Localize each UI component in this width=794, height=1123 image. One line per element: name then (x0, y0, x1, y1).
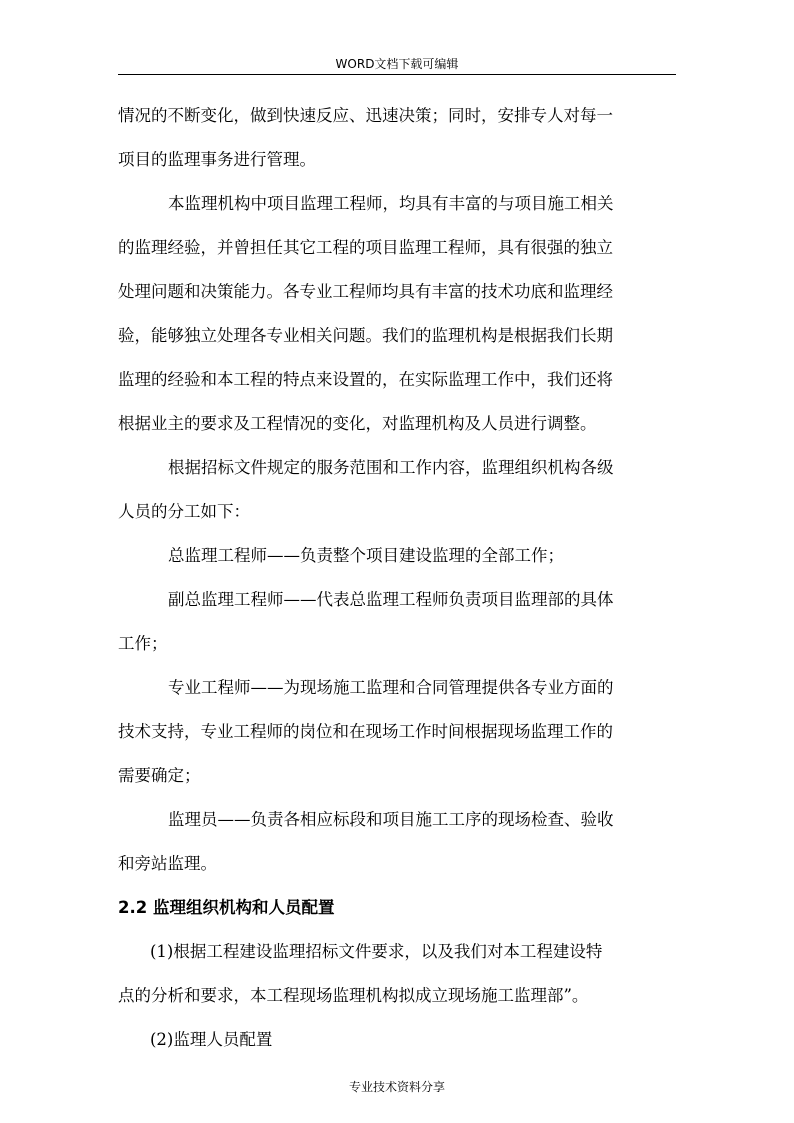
paragraph-line: 副总监理工程师——代表总监理工程师负责项目监理部的具体 (168, 590, 614, 609)
paragraph-line: 监理员——负责各相应标段和项目施工工序的现场检查、验收 (168, 810, 614, 829)
paragraph-line: 项目的监理事务进行管理。 (118, 150, 316, 169)
paragraph-line: 处理问题和决策能力。各专业工程师均具有丰富的技术功底和监理经 (118, 282, 613, 301)
paragraph-line: 验，能够独立处理各专业相关问题。我们的监理机构是根据我们长期 (118, 326, 613, 345)
page-header: WORD文档下载可编辑 (118, 54, 676, 75)
paragraph-line: 需要确定； (118, 766, 201, 785)
paragraph-line: 人员的分工如下： (118, 502, 250, 521)
paragraph-line: 技术支持，专业工程师的岗位和在现场工作时间根据现场监理工作的 (118, 722, 613, 741)
paragraph-line: 点的分析和要求，本工程现场监理机构拟成立现场施工监理部”。 (118, 986, 589, 1005)
paragraph-line: 的监理经验，并曾担任其它工程的项目监理工程师，具有很强的独立 (118, 238, 613, 257)
paragraph-line: (1)根据工程建设监理招标文件要求，以及我们对本工程建设特 (150, 942, 603, 961)
paragraph-line: 和旁站监理。 (118, 854, 217, 873)
section-heading: 2.2 监理组织机构和人员配置 (118, 898, 335, 917)
paragraph-line: 专业工程师——为现场施工监理和合同管理提供各专业方面的 (168, 678, 614, 697)
page-footer: 专业技术资料分享 (348, 1080, 445, 1094)
paragraph-line: (2)监理人员配置 (150, 1030, 273, 1049)
paragraph-line: 根据业主的要求及工程情况的变化，对监理机构及人员进行调整。 (118, 414, 597, 433)
paragraph-line: 总监理工程师——负责整个项目建设监理的全部工作； (168, 546, 564, 565)
paragraph-line: 本监理机构中项目监理工程师，均具有丰富的与项目施工相关 (168, 194, 614, 213)
paragraph-line: 工作； (118, 634, 168, 653)
paragraph-line: 根据招标文件规定的服务范围和工作内容，监理组织机构各级 (168, 458, 614, 477)
paragraph-line: 情况的不断变化，做到快速反应、迅速决策；同时，安排专人对每一 (118, 106, 613, 125)
paragraph-line: 监理的经验和本工程的特点来设置的，在实际监理工作中，我们还将 (118, 370, 613, 389)
